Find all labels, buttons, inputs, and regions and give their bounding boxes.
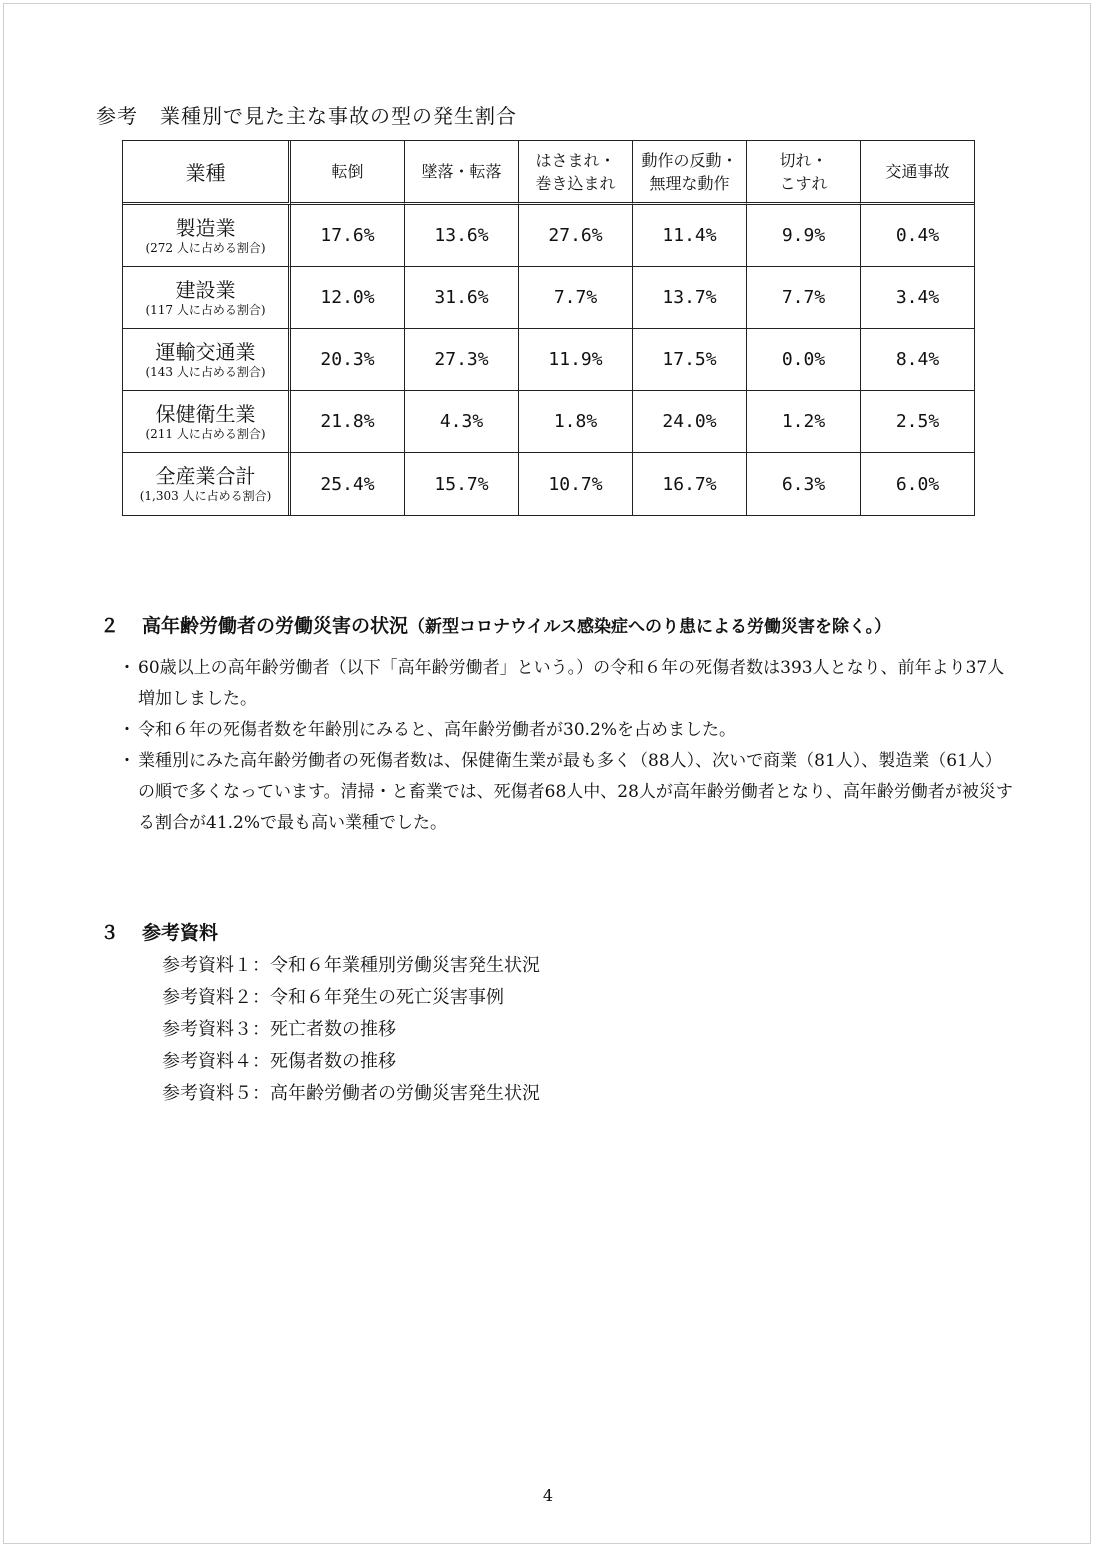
header-fall-from-height: 墜落・転落 xyxy=(405,141,519,205)
bullet-mark: ・ xyxy=(118,751,136,771)
bullet-text: 令和６年の死傷者数を年齢別にみると、高年齢労働者が30.2%を占めました。 xyxy=(138,720,737,740)
value-cell: 31.6% xyxy=(405,267,519,329)
section-3-number: ３ xyxy=(100,922,120,944)
reference-heading-prefix: 参考 xyxy=(96,104,138,128)
value-cell: 11.9% xyxy=(519,329,633,391)
header-cuts: 切れ・ こすれ xyxy=(747,141,861,205)
value-cell: 27.6% xyxy=(519,205,633,267)
reference-item: 参考資料１：令和６年業種別労働災害発生状況 xyxy=(162,955,540,976)
header-traffic: 交通事故 xyxy=(861,141,974,205)
value-cell: 3.4% xyxy=(861,267,974,329)
table-row xyxy=(123,267,974,329)
section-2-note: （新型コロナウイルス感染症へのり患による労働災害を除く。） xyxy=(408,617,892,637)
reference-heading xyxy=(96,100,517,129)
value-cell: 21.8% xyxy=(291,391,405,453)
value-cell: 13.6% xyxy=(405,205,519,267)
reference-item: 参考資料２：令和６年発生の死亡災害事例 xyxy=(162,987,504,1008)
section-2-bullets xyxy=(116,653,1016,839)
section-2-heading: 高年齢労働者の労働災害の状況 xyxy=(142,615,409,637)
value-cell: 20.3% xyxy=(291,329,405,391)
table-header-row xyxy=(123,141,974,205)
accident-type-table xyxy=(122,140,975,516)
industry-cell: 保健衛生業 (211 人に占める割合) xyxy=(123,391,291,453)
industry-cell: 全産業合計 (1,303 人に占める割合) xyxy=(123,453,291,515)
reference-item: 参考資料４：死傷者数の推移 xyxy=(162,1051,396,1072)
bullet-text: 業種別にみた高年齢労働者の死傷者数は、保健衛生業が最も多く（88人）、次いで商業（81人）、製造業（61人）の順で多くなっています。清掃・と畜業では、死傷者68人中、28人が高年齢労働者となり、高年齢労働者が被災する割合が41.2%で最も高い業種でした。 xyxy=(138,751,1013,833)
value-cell: 16.7% xyxy=(633,453,747,515)
table-row xyxy=(123,329,974,391)
header-fall: 転倒 xyxy=(291,141,405,205)
value-cell: 17.6% xyxy=(291,205,405,267)
value-cell: 15.7% xyxy=(405,453,519,515)
value-cell: 1.8% xyxy=(519,391,633,453)
section-3-title xyxy=(100,918,218,945)
section-2-title xyxy=(100,611,891,638)
value-cell: 27.3% xyxy=(405,329,519,391)
value-cell: 6.0% xyxy=(895,473,940,495)
header-caught-in: はさまれ・ 巻き込まれ xyxy=(519,141,633,205)
page-number: 4 xyxy=(542,1486,554,1505)
reference-item: 参考資料５：高年齢労働者の労働災害発生状況 xyxy=(162,1083,540,1104)
industry-cell: 建設業 (117 人に占める割合) xyxy=(123,267,291,329)
value-cell: 12.0% xyxy=(291,267,405,329)
list-item xyxy=(116,653,1016,715)
value-cell: 0.4% xyxy=(861,205,974,267)
table-row xyxy=(123,453,974,515)
header-industry: 業種 xyxy=(123,141,291,205)
value-cell: 4.3% xyxy=(405,391,519,453)
bullet-text: 60歳以上の高年齢労働者（以下「高年齢労働者」という。）の令和６年の死傷者数は393人となり、前年より37人増加しました。 xyxy=(138,658,1005,709)
bullet-mark: ・ xyxy=(118,720,136,740)
value-cell: 25.4% xyxy=(291,453,405,515)
section-2-number: ２ xyxy=(100,615,120,637)
reference-heading-title: 業種別で見た主な事故の型の発生割合 xyxy=(160,104,517,128)
header-overexertion: 動作の反動・ 無理な動作 xyxy=(633,141,747,205)
value-cell: 6.3% xyxy=(747,453,861,515)
value-cell: 13.7% xyxy=(633,267,747,329)
value-cell: 1.2% xyxy=(747,391,861,453)
bullet-mark: ・ xyxy=(118,658,136,678)
value-cell: 2.5% xyxy=(861,391,974,453)
value-cell: 7.7% xyxy=(747,267,861,329)
reference-list xyxy=(162,950,540,1110)
industry-cell: 製造業 (272 人に占める割合) xyxy=(123,205,291,267)
value-cell: 8.4% xyxy=(861,329,974,391)
value-cell: 7.7% xyxy=(519,267,633,329)
value-cell: 24.0% xyxy=(633,391,747,453)
section-3-heading: 参考資料 xyxy=(142,922,219,944)
value-cell: 11.4% xyxy=(633,205,747,267)
value-cell: 9.9% xyxy=(747,205,861,267)
value-cell: 0.0% xyxy=(747,329,861,391)
reference-item: 参考資料３：死亡者数の推移 xyxy=(162,1019,396,1040)
industry-cell: 運輸交通業 (143 人に占める割合) xyxy=(123,329,291,391)
value-cell: 10.7% xyxy=(519,453,633,515)
value-cell: 17.5% xyxy=(633,329,747,391)
table-row xyxy=(123,205,974,267)
list-item xyxy=(116,715,1016,746)
table-row xyxy=(123,391,974,453)
list-item xyxy=(116,746,1016,839)
